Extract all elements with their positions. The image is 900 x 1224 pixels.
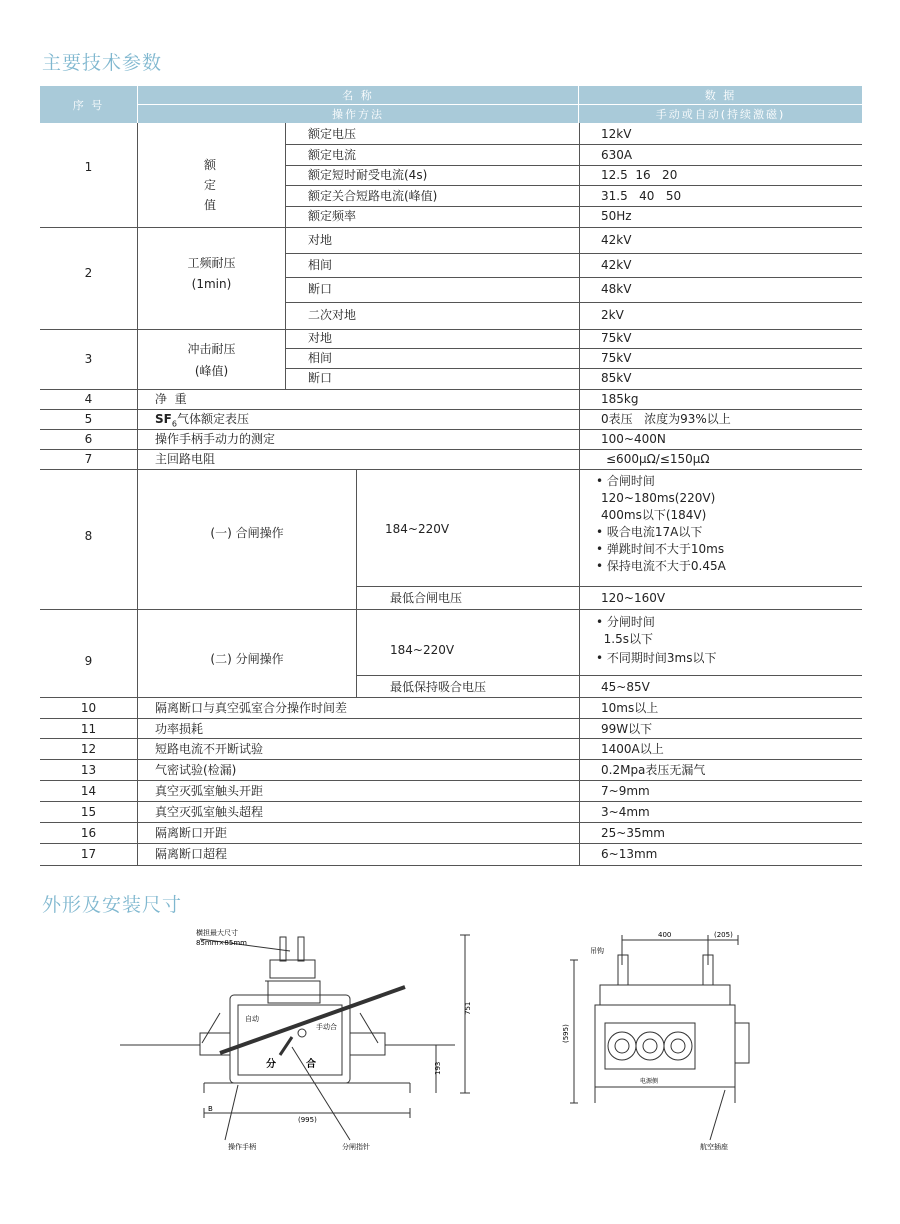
hline bbox=[40, 780, 862, 781]
bushing-3 bbox=[664, 1032, 692, 1060]
row4-no: 4 bbox=[84, 392, 93, 406]
row10-name: 隔离断口与真空弧室合分操作时间差 bbox=[155, 701, 348, 715]
row1-no: 1 bbox=[84, 160, 93, 174]
row1-value: 12kV bbox=[601, 127, 632, 141]
row8-value-line: • 合闸时间 bbox=[596, 474, 655, 488]
row2-item: 二次对地 bbox=[308, 308, 357, 322]
row16-name: 隔离断口开距 bbox=[155, 826, 228, 840]
row1-value: 12.5 16 20 bbox=[601, 168, 678, 182]
row12-value: 1400A以上 bbox=[601, 742, 664, 756]
hline bbox=[40, 329, 862, 330]
row9-value-line: • 分闸时间 bbox=[596, 615, 655, 629]
row9-op2: 最低保持吸合电压 bbox=[390, 680, 487, 694]
label-crossarm: 横担最大尺寸 bbox=[196, 929, 238, 937]
row9-value-line: 1.5s以下 bbox=[596, 632, 653, 646]
row10-value: 10ms以上 bbox=[601, 701, 659, 715]
row2-value: 2kV bbox=[601, 308, 624, 322]
label-hook: 吊钩 bbox=[590, 947, 604, 955]
top-frame bbox=[600, 985, 730, 1005]
section-title-params: 主要技术参数 bbox=[42, 52, 163, 74]
row8-op1: 184~220V bbox=[385, 522, 450, 536]
left-hook bbox=[618, 955, 628, 985]
row6-no: 6 bbox=[84, 432, 93, 446]
right-bushing bbox=[350, 1033, 385, 1055]
row3-item: 对地 bbox=[308, 331, 333, 345]
hline bbox=[40, 609, 862, 610]
label-socket: 航空插座 bbox=[700, 1143, 728, 1151]
label-handle: 操作手柄 bbox=[228, 1143, 256, 1151]
parameters-table bbox=[40, 86, 862, 866]
row9-op1: 184~220V bbox=[390, 643, 455, 657]
row11-value: 99W以下 bbox=[601, 722, 653, 736]
hline bbox=[285, 302, 862, 303]
label-pointer: 分闸指针 bbox=[342, 1143, 370, 1151]
row4-name: 净 重 bbox=[155, 392, 187, 406]
hline bbox=[356, 586, 862, 587]
top-bolt-left bbox=[280, 937, 286, 961]
row7-no: 7 bbox=[84, 452, 93, 466]
section-title-dims: 外形及安装尺寸 bbox=[42, 894, 183, 916]
row8-value-line: • 保持电流不大于0.45A bbox=[596, 559, 726, 573]
row3-group-1: 冲击耐压 bbox=[187, 342, 236, 356]
row8-name: (一) 合闸操作 bbox=[210, 526, 284, 540]
dim-595: (595) bbox=[562, 1024, 570, 1043]
top-bolt-right bbox=[298, 937, 304, 961]
row16-value: 25~35mm bbox=[601, 826, 665, 840]
row3-value: 75kV bbox=[601, 351, 632, 365]
row1-item: 额定关合短路电流(峰值) bbox=[308, 189, 438, 203]
row6-name: 操作手柄手动力的测定 bbox=[155, 432, 276, 446]
row9-no: 9 bbox=[84, 654, 93, 668]
label-auto: 自动 bbox=[245, 1015, 259, 1023]
row5-name-a: SF bbox=[155, 412, 172, 426]
top-hanger bbox=[268, 981, 320, 1003]
row8-op2: 最低合闸电压 bbox=[390, 591, 463, 605]
hline bbox=[40, 801, 862, 802]
dim-205: (205) bbox=[714, 931, 733, 939]
row2-group-1: 工频耐压 bbox=[187, 256, 236, 270]
dim-751: 751 bbox=[464, 1001, 472, 1015]
top-bracket bbox=[270, 960, 315, 978]
row10-no: 10 bbox=[80, 701, 97, 715]
front-view-diagram bbox=[120, 925, 490, 1155]
row2-item: 对地 bbox=[308, 233, 333, 247]
hline bbox=[285, 206, 862, 207]
row11-name: 功率损耗 bbox=[155, 722, 204, 736]
row11-no: 11 bbox=[80, 722, 97, 736]
hline bbox=[40, 738, 862, 739]
vline-no bbox=[137, 123, 138, 866]
row8-no: 8 bbox=[84, 529, 93, 543]
hline bbox=[285, 253, 862, 254]
row1-item: 额定短时耐受电流(4s) bbox=[308, 168, 428, 182]
row7-value: ≤600μΩ/≤150μΩ bbox=[606, 452, 710, 466]
label-b: B bbox=[208, 1105, 213, 1113]
row13-name: 气密试验(检漏) bbox=[155, 763, 237, 777]
row1-value: 50Hz bbox=[601, 209, 632, 223]
row8-value-line: 120~180ms(220V) bbox=[601, 491, 716, 505]
row16-no: 16 bbox=[80, 826, 97, 840]
hline bbox=[40, 843, 862, 844]
label-crossarm-size: 85mm×85mm bbox=[196, 939, 247, 947]
row1-group-3: 值 bbox=[203, 198, 216, 212]
side-view-diagram bbox=[560, 925, 780, 1155]
label-open: 分 bbox=[266, 1059, 276, 1070]
hline bbox=[285, 185, 862, 186]
hline bbox=[285, 348, 862, 349]
row12-name: 短路电流不开断试验 bbox=[155, 742, 264, 756]
hline bbox=[356, 675, 862, 676]
row1-item: 额定电压 bbox=[308, 127, 357, 141]
row14-name: 真空灭弧室触头开距 bbox=[155, 784, 264, 798]
row9-name: (二) 分闸操作 bbox=[210, 652, 284, 666]
row17-value: 6~13mm bbox=[601, 847, 658, 861]
hline bbox=[40, 389, 862, 390]
row8-value-line: • 吸合电流17A以下 bbox=[596, 525, 703, 539]
row8-value-line: • 弹跳时间不大于10ms bbox=[596, 542, 725, 556]
vline-data bbox=[579, 123, 580, 866]
hline bbox=[285, 277, 862, 278]
label-manual-close: 手动合 bbox=[316, 1023, 337, 1031]
row3-item: 相间 bbox=[308, 351, 333, 365]
side-body bbox=[595, 1005, 735, 1087]
hline bbox=[285, 368, 862, 369]
hline bbox=[40, 759, 862, 760]
row12-no: 12 bbox=[80, 742, 97, 756]
hline bbox=[40, 865, 862, 866]
row13-no: 13 bbox=[80, 763, 97, 777]
hline bbox=[40, 449, 862, 450]
row3-value: 85kV bbox=[601, 371, 632, 385]
bushing-panel bbox=[605, 1023, 695, 1069]
row3-value: 75kV bbox=[601, 331, 632, 345]
hline bbox=[40, 697, 862, 698]
bushing-1 bbox=[608, 1032, 636, 1060]
header-no: 序 号 bbox=[40, 86, 137, 123]
row5-name bbox=[155, 412, 249, 431]
row2-no: 2 bbox=[84, 266, 93, 280]
row2-item: 断口 bbox=[308, 282, 333, 296]
row5-name-sub: 6 bbox=[171, 419, 177, 429]
row1-group-1: 额 bbox=[203, 158, 216, 172]
row8-value-line: 400ms以下(184V) bbox=[601, 508, 707, 522]
header-op: 操作方法 bbox=[138, 105, 578, 123]
row5-name-b: 气体额定表压 bbox=[176, 412, 249, 426]
row4-value: 185kg bbox=[601, 392, 639, 406]
row15-name: 真空灭弧室触头超程 bbox=[155, 805, 264, 819]
row3-no: 3 bbox=[84, 352, 93, 366]
hline bbox=[40, 718, 862, 719]
hline bbox=[40, 822, 862, 823]
row17-name: 隔离断口超程 bbox=[155, 847, 228, 861]
row2-group-2: (1min) bbox=[191, 277, 232, 291]
label-close: 合 bbox=[306, 1059, 316, 1070]
row3-item: 断口 bbox=[308, 371, 333, 385]
vline-sub-a bbox=[285, 123, 286, 389]
row17-no: 17 bbox=[80, 847, 97, 861]
row2-item: 相间 bbox=[308, 258, 333, 272]
row2-value: 42kV bbox=[601, 233, 632, 247]
header-data: 数 据 bbox=[579, 86, 862, 104]
aviation-socket bbox=[735, 1023, 749, 1063]
hline bbox=[40, 409, 862, 410]
row5-no: 5 bbox=[84, 412, 93, 426]
row13-value: 0.2Mpa表压无漏气 bbox=[601, 763, 706, 777]
hline bbox=[285, 165, 862, 166]
row9-value2: 45~85V bbox=[601, 680, 650, 694]
row7-name: 主回路电阻 bbox=[155, 452, 216, 466]
row1-value: 31.5 40 50 bbox=[601, 189, 682, 203]
row15-no: 15 bbox=[80, 805, 97, 819]
hline bbox=[285, 144, 862, 145]
row8-value2: 120~160V bbox=[601, 591, 666, 605]
row1-item: 额定电流 bbox=[308, 148, 357, 162]
row2-value: 42kV bbox=[601, 258, 632, 272]
hline bbox=[40, 227, 862, 228]
row15-value: 3~4mm bbox=[601, 805, 650, 819]
row14-value: 7~9mm bbox=[601, 784, 650, 798]
row3-group-2: (峰值) bbox=[194, 364, 229, 378]
row2-value: 48kV bbox=[601, 282, 632, 296]
hline bbox=[40, 469, 862, 470]
row5-value: 0表压 浓度为93%以上 bbox=[601, 412, 731, 426]
row9-value-line: • 不同期时间3ms以下 bbox=[596, 651, 717, 665]
dim-193: 193 bbox=[434, 1061, 442, 1075]
header-name: 名 称 bbox=[138, 86, 578, 104]
dim-400: 400 bbox=[658, 931, 672, 939]
bushing-2 bbox=[636, 1032, 664, 1060]
row6-value: 100~400N bbox=[601, 432, 666, 446]
row1-group-2: 定 bbox=[203, 178, 216, 192]
vline-sub-b bbox=[356, 469, 357, 697]
row1-value: 630A bbox=[601, 148, 633, 162]
row14-no: 14 bbox=[80, 784, 97, 798]
dim-995: (995) bbox=[298, 1116, 317, 1124]
row1-item: 额定频率 bbox=[308, 209, 357, 223]
header-data-sub: 手动或自动(持续激磁) bbox=[579, 105, 862, 123]
label-source-side: 电源侧 bbox=[640, 1078, 659, 1085]
